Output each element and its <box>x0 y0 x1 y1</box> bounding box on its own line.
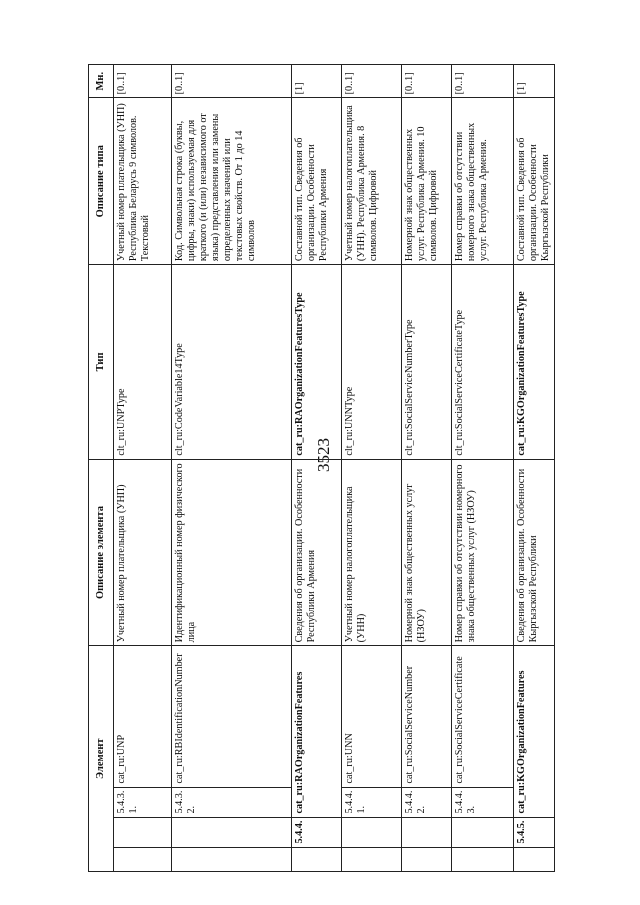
elements-table <box>88 64 555 872</box>
element-description: Идентификационный номер физического лица <box>172 459 292 646</box>
element-name: cat_ru:UNP <box>114 646 172 787</box>
header-element-desc: Описание элемента <box>89 459 114 646</box>
element-description: Номерной знак общественных услуг (НЗОУ) <box>402 459 452 646</box>
element-name: cat_ru:RAOrganizationFeatures <box>292 646 342 817</box>
table-header-row <box>89 65 114 872</box>
row-number: 5.4.4. <box>292 817 342 847</box>
element-name: cat_ru:UNN <box>342 646 402 787</box>
indent-cell <box>452 847 514 871</box>
header-type: Тип <box>89 265 114 460</box>
table-row <box>514 65 555 872</box>
element-name: cat_ru:SocialServiceNumber <box>402 646 452 787</box>
type-name: clt_ru:SocialServiceNumberType <box>402 265 452 460</box>
table-row <box>402 65 452 872</box>
row-number: 5.4.3.1. <box>114 787 172 817</box>
type-description: Номерной знак общественных услуг. Республика Армения. 10 символов. Цифровой <box>402 98 452 265</box>
type-description: Составной тип. Сведения об организации. Особенности Республики Армения <box>292 98 342 265</box>
multiplicity: [0..1] <box>114 65 172 98</box>
type-description: Код. Символьная строка (буквы, цифры, знаки) используемая для краткого (и (или) независимого от языка) представления или замены определенных значений или текстовых свойств. От 1 до 14 символов <box>172 98 292 265</box>
type-description: Учетный номер налогоплательщика (УНН). Республика Армения. 8 символов. Цифровой <box>342 98 402 265</box>
indent-cell <box>172 847 292 871</box>
element-name: cat_ru:KGOrganizationFeatures <box>514 646 555 817</box>
multiplicity: [0..1] <box>452 65 514 98</box>
indent-cell <box>292 847 342 871</box>
element-description: Номер справки об отсутствии номерного знака общественных услуг (НЗОУ) <box>452 459 514 646</box>
type-description: Номер справки об отсутствии номерного знака общественных услуг. Республика Армения. <box>452 98 514 265</box>
type-description: Учетный номер плательщика (УНП) Республика Беларусь 9 символов. Текстовый <box>114 98 172 265</box>
multiplicity: [0..1] <box>402 65 452 98</box>
element-name: cat_ru:SocialServiceCertificate <box>452 646 514 787</box>
multiplicity: [0..1] <box>342 65 402 98</box>
indent-cell <box>402 847 452 871</box>
row-number: 5.4.4.1. <box>342 787 402 817</box>
element-description: Учетный номер налогоплательщика (УНН) <box>342 459 402 646</box>
header-element: Элемент <box>89 646 114 872</box>
indent-cell <box>514 847 555 871</box>
multiplicity: [1] <box>292 65 342 98</box>
element-description: Сведения об организации. Особенности Кыргызской Республики <box>514 459 555 646</box>
element-description: Сведения об организации. Особенности Республики Армения <box>292 459 342 646</box>
row-number: 5.4.4.3. <box>452 787 514 817</box>
type-name: clt_ru:CodeVariable14Type <box>172 265 292 460</box>
indent-cell <box>114 847 172 871</box>
type-name: clt_ru:UNNType <box>342 265 402 460</box>
type-name: clt_ru:SocialServiceCertificateType <box>452 265 514 460</box>
rotated-table-container <box>88 64 552 872</box>
type-description: Составной тип. Сведения об организации. Особенности Кыргызской Республики <box>514 98 555 265</box>
row-number: 5.4.4.2. <box>402 787 452 817</box>
table-row <box>172 65 292 872</box>
type-name: cat_ru:RAOrganizationFeaturesType <box>292 265 342 460</box>
indent-cell <box>452 817 514 847</box>
element-name: cat_ru:RBIdentificationNumber <box>172 646 292 787</box>
table-row <box>452 65 514 872</box>
page-number: 3523 <box>314 438 333 472</box>
type-name: clt_ru:UNPType <box>114 265 172 460</box>
indent-cell <box>114 817 172 847</box>
type-name: cat_ru:KGOrganizationFeaturesType <box>514 265 555 460</box>
header-mn: Мн. <box>89 65 114 98</box>
indent-cell <box>402 817 452 847</box>
indent-cell <box>342 817 402 847</box>
element-description: Учетный номер плательщика (УНП) <box>114 459 172 646</box>
table-row <box>342 65 402 872</box>
multiplicity: [1] <box>514 65 555 98</box>
indent-cell <box>172 817 292 847</box>
indent-cell <box>342 847 402 871</box>
row-number: 5.4.5. <box>514 817 555 847</box>
table-row <box>114 65 172 872</box>
multiplicity: [0..1] <box>172 65 292 98</box>
row-number: 5.4.3.2. <box>172 787 292 817</box>
table-row <box>292 65 342 872</box>
header-type-desc: Описание типа <box>89 98 114 265</box>
